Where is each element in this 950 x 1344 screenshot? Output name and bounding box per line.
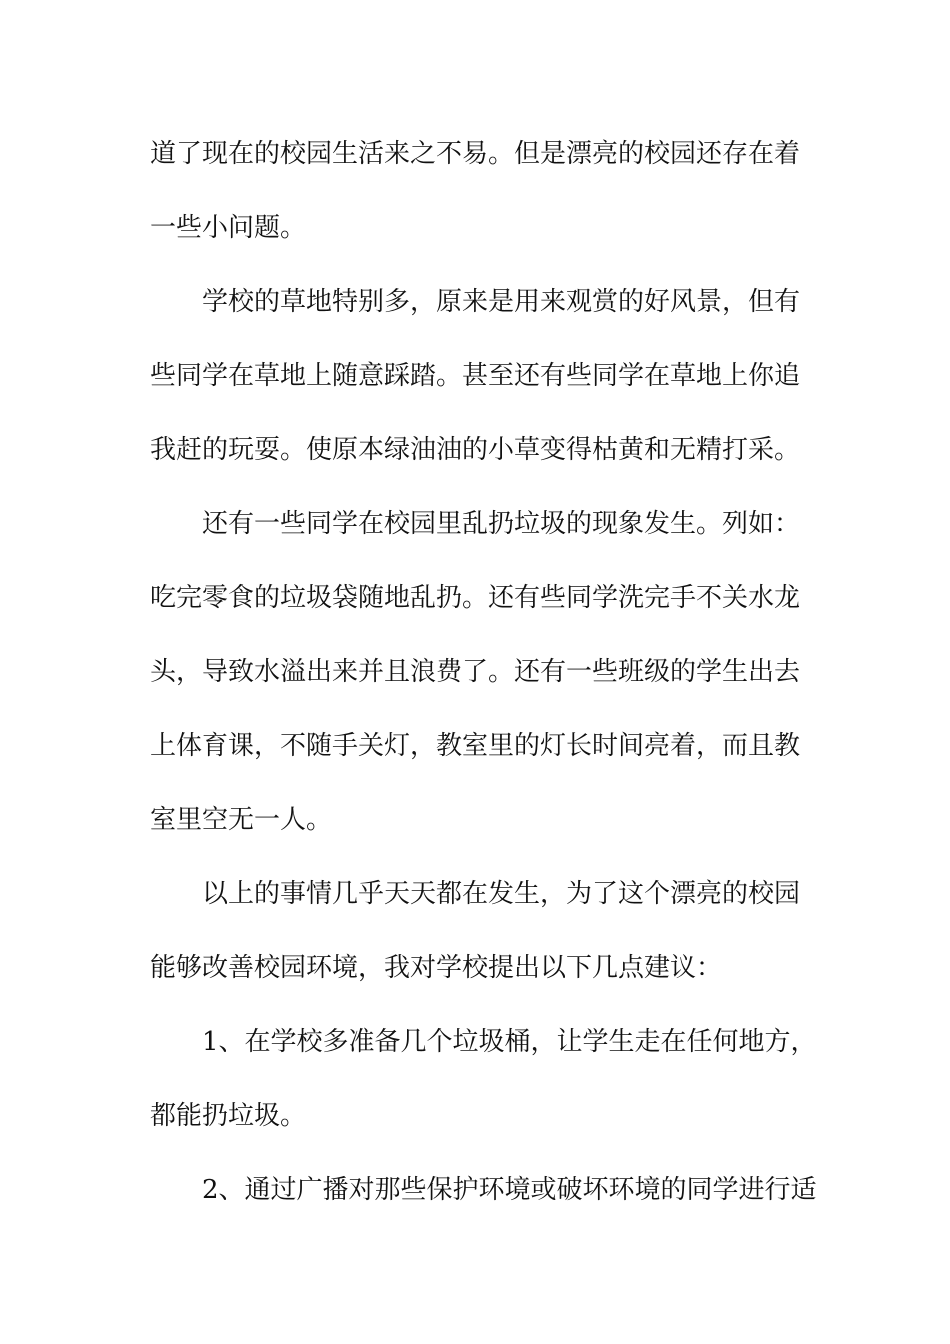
text-line: 头，导致水溢出来并且浪费了。还有一些班级的学生出去: [150, 657, 801, 687]
text-line: 上体育课，不随手关灯，教室里的灯长时间亮着，而且教: [150, 731, 801, 761]
list-item-1-line: 1、在学校多准备几个垃圾桶，让学生走在任何地方，: [202, 1027, 817, 1057]
text-line: 吃完零食的垃圾袋随地乱扔。还有些同学洗完手不关水龙: [150, 583, 801, 613]
text-line: 一些小问题。: [150, 213, 307, 243]
text-line: 道了现在的校园生活来之不易。但是漂亮的校园还存在着: [150, 139, 801, 169]
list-item-2-line: 2、通过广播对那些保护环境或破坏环境的同学进行适: [202, 1175, 817, 1205]
text-line: 能够改善校园环境，我对学校提出以下几点建议：: [150, 953, 723, 983]
paragraph-start-line: 还有一些同学在校园里乱扔垃圾的现象发生。列如：: [202, 509, 801, 539]
text-line: 些同学在草地上随意踩踏。甚至还有些同学在草地上你追: [150, 361, 801, 391]
text-line: 我赶的玩耍。使原本绿油油的小草变得枯黄和无精打采。: [150, 435, 801, 465]
text-line: 室里空无一人。: [150, 805, 333, 835]
text-line: 都能扔垃圾。: [150, 1101, 307, 1131]
paragraph-start-line: 学校的草地特别多，原来是用来观赏的好风景，但有: [202, 287, 801, 317]
paragraph-start-line: 以上的事情几乎天天都在发生，为了这个漂亮的校园: [202, 879, 801, 909]
